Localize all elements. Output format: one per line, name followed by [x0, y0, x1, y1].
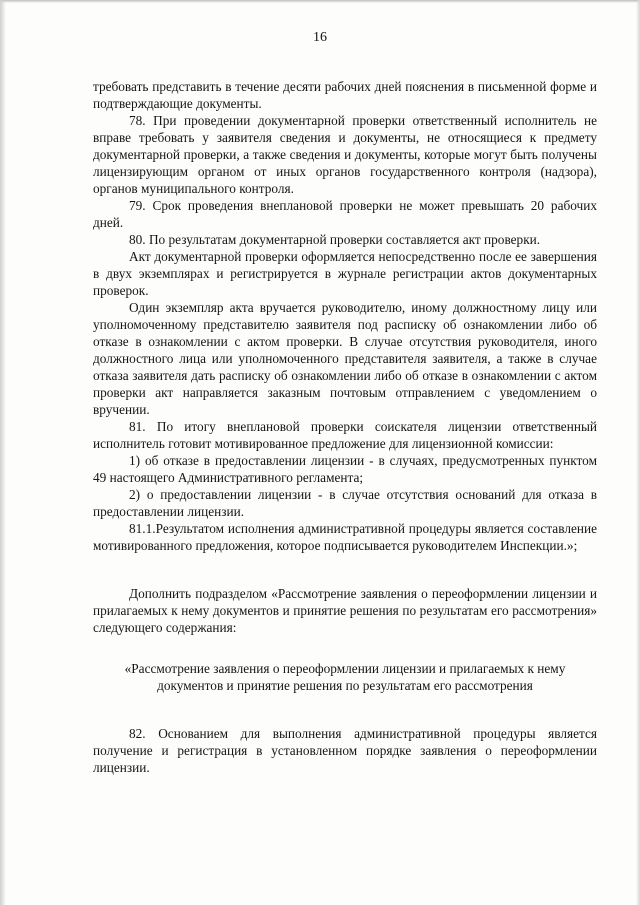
paragraph-78: 78. При проведении документарной проверки ответственный исполнитель не вправе требовать у заявителя сведения и документы, не относящиеся к предмету документарной проверки, а также сведения и документы, которые могут быть получены лицензирующим органом от иных органов государственного контроля (надзора), органов муниципального контроля.: [93, 113, 597, 196]
document-body: [93, 78, 597, 776]
scan-edge-top: [0, 0, 640, 3]
scan-edge-right: [636, 0, 640, 905]
page-number: 16: [313, 30, 327, 45]
paragraph-81-item-1: 1) об отказе в предоставлении лицензии - в случаях, предусмотренных пунктом 49 настоящего Административного регламента;: [93, 453, 597, 485]
paragraph-act-registration: Акт документарной проверки оформляется непосредственно после ее завершения в двух экземплярах и регистрируется в журнале регистрации актов документарных проверок.: [93, 249, 597, 298]
paragraph-81-1: 81.1.Результатом исполнения административной процедуры является составление мотивированного предложения, которое подписывается руководителем Инспекции.»;: [93, 521, 597, 553]
paragraph-79: 79. Срок проведения внеплановой проверки не может превышать 20 рабочих дней.: [93, 198, 597, 230]
subsection-heading: «Рассмотрение заявления о переоформлении лицензии и прилагаемых к нему документов и принятие решения по результатам его рассмотрения: [124, 661, 566, 693]
scan-edge-left: [0, 0, 6, 905]
paragraph-amendment: Дополнить подразделом «Рассмотрение заявления о переоформлении лицензии и прилагаемых к нему документов и принятие решения по результатам его рассмотрения» следующего содержания:: [93, 586, 597, 635]
paragraph-continuation: требовать представить в течение десяти рабочих дней пояснения в письменной форме и подтверждающие документы.: [93, 79, 597, 111]
paragraph-82: 82. Основанием для выполнения административной процедуры является получение и регистрация в установленном порядке заявления о переоформлении лицензии.: [93, 726, 597, 775]
paragraph-81: 81. По итогу внеплановой проверки соискателя лицензии ответственный исполнитель готовит мотивированное предложение для лицензионной комиссии:: [93, 419, 597, 451]
paragraph-81-item-2: 2) о предоставлении лицензии - в случае отсутствия оснований для отказа в предоставлении лицензии.: [93, 487, 597, 519]
paragraph-act-delivery: Один экземпляр акта вручается руководителю, иному должностному лицу или уполномоченному представителю заявителя под расписку об ознакомлении либо об отказе в ознакомлении с актом проверки. В случае отсутствия руководителя, иного должностного лица или уполномоченного представителя заявителя, а также в случае отказа заявителя дать расписку об ознакомлении либо об отказе в ознакомлении с актом проверки акт направляется заказным почтовым отправлением с уведомлением о вручении.: [93, 300, 597, 417]
paragraph-80: 80. По результатам документарной проверки составляется акт проверки.: [129, 232, 541, 247]
